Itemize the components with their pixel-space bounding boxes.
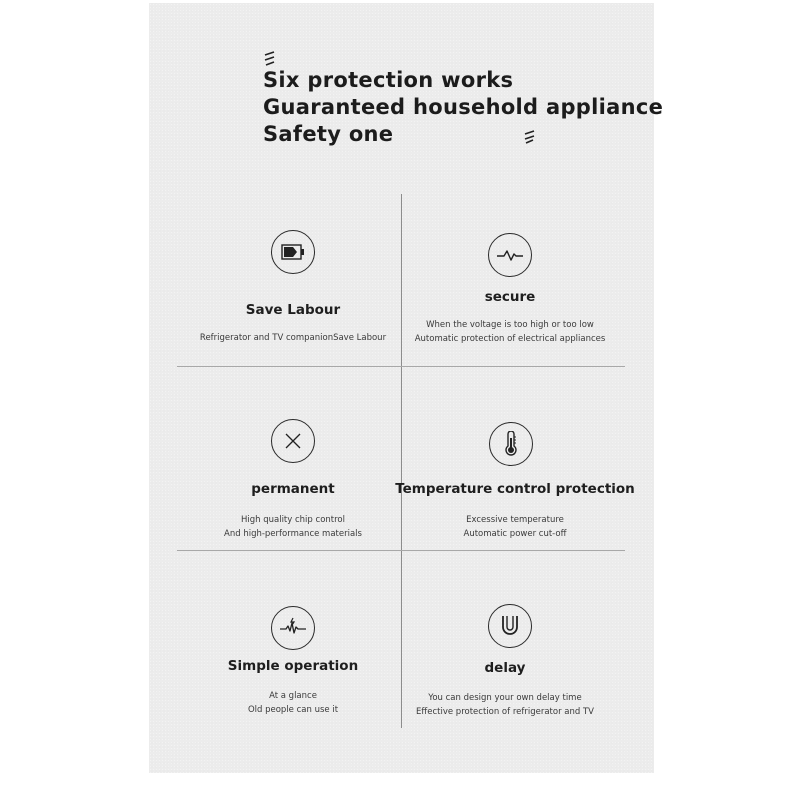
feature-desc-line: High quality chip control	[240, 515, 345, 525]
feature-icon-circle	[488, 233, 532, 277]
magnet-icon	[500, 614, 520, 638]
feature-desc-line: Effective protection of refrigerator and TV	[416, 707, 594, 717]
feature-title-secure: secure	[484, 289, 536, 305]
lightning-pulse-icon	[279, 617, 307, 639]
feature-desc-simple-operation	[173, 689, 413, 717]
feature-desc-line: And high-performance materials	[224, 529, 362, 539]
feature-desc-line: Refrigerator and TV companionSave Labour	[199, 333, 387, 343]
feature-icon-circle	[488, 604, 532, 648]
headline-line-3: Safety one	[263, 122, 394, 146]
feature-desc-temperature-control	[395, 513, 635, 541]
pulse-wave-icon	[496, 247, 524, 263]
feature-icon-circle	[489, 422, 533, 466]
horizontal-divider	[177, 550, 625, 551]
zigzag-icon	[263, 51, 277, 67]
vertical-divider	[401, 194, 402, 728]
feature-icon-circle	[271, 230, 315, 274]
thermometer-icon	[503, 431, 519, 457]
feature-title-simple-operation: Simple operation	[227, 658, 359, 674]
feature-desc-save-labour	[173, 331, 413, 345]
feature-desc-delay	[385, 691, 625, 719]
feature-icon-circle	[271, 419, 315, 463]
headline	[263, 67, 663, 148]
feature-desc-line: At a glance	[269, 691, 317, 701]
feature-title-temperature-control: Temperature control protection	[395, 481, 635, 497]
feature-desc-line: Automatic power cut-off	[463, 529, 567, 539]
feature-icon-circle	[271, 606, 315, 650]
headline-line-2: Guaranteed household appliance	[263, 95, 664, 119]
feature-title-save-labour: Save Labour	[245, 302, 341, 318]
feature-desc-line: You can design your own delay time	[428, 693, 582, 703]
horizontal-divider	[177, 366, 625, 367]
feature-desc-permanent	[173, 513, 413, 541]
feature-desc-line: When the voltage is too high or too low	[426, 320, 594, 330]
feature-desc-line: Automatic protection of electrical appliances	[414, 334, 606, 344]
feature-title-delay: delay	[484, 660, 526, 676]
headline-line-1: Six protection works	[263, 68, 514, 92]
feature-desc-line: Excessive temperature	[466, 515, 564, 525]
cross-icon	[283, 431, 303, 451]
background-panel	[149, 3, 664, 773]
feature-title-permanent: permanent	[251, 481, 335, 497]
feature-desc-line: Old people can use it	[247, 705, 339, 715]
feature-desc-secure	[390, 318, 630, 346]
battery-icon	[281, 244, 305, 260]
